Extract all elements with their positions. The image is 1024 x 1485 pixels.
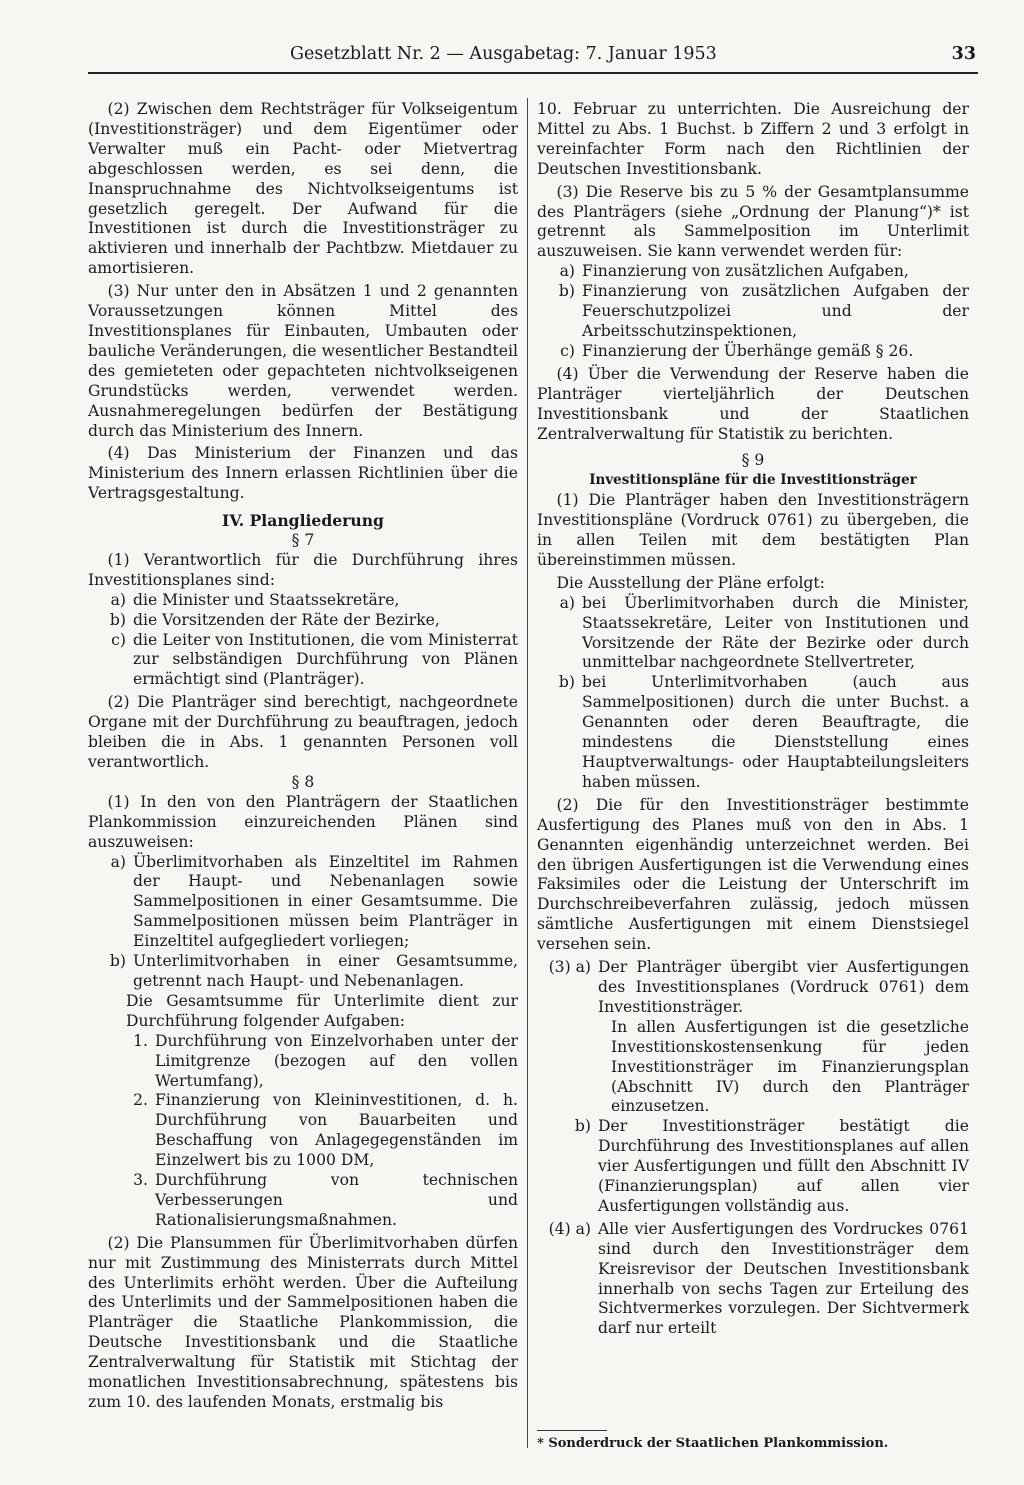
list-label: b): [109, 952, 126, 971]
list-text: die Vorsitzenden der Räte der Bezirke,: [133, 610, 440, 629]
list-item: [122, 1032, 518, 1092]
paragraph: (1) Verantwortlich für die Durchführung ihres Investitionsplanes sind:: [88, 550, 518, 589]
list-item: [537, 958, 969, 1018]
list-text: Alle vier Ausfertigungen des Vordruckes 0761 sind durch den Investitionsträger dem Kreisrevisor der Deutschen Investitionsbank innerhalb von sechs Tagen zur Erteilung des Sichtvermerkes vorzulegen. Der Sichtvermerk darf nur erteilt: [598, 1219, 969, 1338]
list-label: (3) a): [548, 958, 591, 977]
list-item: [549, 594, 969, 674]
list-item: [549, 673, 969, 792]
list-label: (4) a): [548, 1219, 591, 1238]
paragraph: (3) Die Reserve bis zu 5 % der Gesamtplansumme des Planträgers (siehe „Ordnung der Planung“)* ist getrennt als Sammelposition im Unterlimit auszuweisen. Sie kann verwendet werden für:: [537, 182, 969, 261]
page-header: [90, 44, 980, 74]
list-text: Finanzierung von zusätzlichen Aufgaben der Feuerschutzpolizei und der Arbeitsschutzinspektionen,: [582, 282, 969, 340]
header-title: Gesetzblatt Nr. 2 — Ausgabetag: 7. Januar 1953: [290, 44, 717, 64]
list-label: 2.: [133, 1091, 148, 1110]
list-item: [537, 1117, 969, 1217]
paragraph: (1) In den von den Planträgern der Staatlichen Plankommission einzureichenden Plänen sind auszuweisen:: [88, 792, 518, 851]
list-item: [122, 1171, 518, 1231]
paragraph: (2) Die für den Investitionsträger bestimmte Ausfertigung des Planes muß von den in Abs. 1 Genannten eigenhändig unterzeichnet werden. Bei den übrigen Ausfertigungen ist die Verwendung eines Faksimiles oder die Leistung der Unterschrift im Durchschreibeverfahren zulässig, jedoch müssen sämtliche Ausfertigungen mit einem Dienstsiegel versehen sein.: [537, 795, 969, 954]
right-column: [537, 100, 969, 1339]
list-label: a): [110, 852, 126, 871]
footnote-rule: [537, 1430, 607, 1431]
list-item: [100, 631, 518, 691]
paragraph: (4) Über die Verwendung der Reserve haben die Planträger vierteljährlich der Deutschen Investitionsbank und der Staatlichen Zentralverwaltung für Statistik zu berichten.: [537, 364, 969, 443]
list-label: a): [559, 262, 575, 281]
paragraph: (2) Die Planträger sind berechtigt, nachgeordnete Organe mit der Durchführung zu beauftragen, jedoch bleiben die in Abs. 1 genannten Personen voll verantwortlich.: [88, 693, 518, 771]
list-item: [100, 853, 518, 953]
paragraph: Die Gesamtsumme für Unterlimite dient zur Durchführung folgender Aufgaben:: [126, 991, 518, 1030]
list-label: 3.: [133, 1171, 148, 1190]
list-text: bei Überlimitvorhaben durch die Minister, Staatssekretäre, Leiter von Institutionen und Vorsitzende der Räte der Bezirke oder durch unmittelbar nachgeordnete Stellvertreter,: [582, 593, 969, 672]
list-label: c): [111, 630, 126, 649]
list-item: [100, 952, 518, 992]
list-label: a): [559, 593, 575, 612]
list-item: [549, 342, 969, 362]
list-text: bei Unterlimitvorhaben (auch aus Sammelpositionen) durch die unter Buchst. a Genannten oder deren Beauftragte, die mindestens die Dienststellung eines Hauptverwaltungs- oder Hauptabteilungsleiters haben müssen.: [582, 673, 969, 791]
paragraph: (4) Das Ministerium der Finanzen und das Ministerium des Innern erlassen Richtlinien über die Vertragsgestaltung.: [88, 444, 518, 503]
list-label: b): [109, 610, 126, 629]
paragraph: (3) Nur unter den in Absätzen 1 und 2 genannten Voraussetzungen können Mittel des Investitionsplanes für Einbauten, Umbauten oder bauliche Veränderungen, die wesentlicher Bestandteil des gemieteten oder gepachteten nichtvolkseigenen Grundstücks werden, verwendet werden. Ausnahmeregelungen bedürfen der Bestätigung durch das Ministerium des Innern.: [88, 282, 518, 440]
section-title: Investitionspläne für die Investitionsträger: [589, 472, 917, 489]
list-label: b): [558, 282, 575, 301]
list-text: Finanzierung von Kleininvestitionen, d. h. Durchführung von Bauarbeiten und Beschaffung von Anlagegegenständen im Einzelwert bis zu 1000 DM,: [155, 1091, 518, 1170]
list-text: Unterlimitvorhaben in einer Gesamtsumme, getrennt nach Haupt- und Nebenanlagen.: [133, 952, 518, 990]
section-heading: § 8: [291, 772, 315, 791]
list-label: b): [558, 673, 575, 692]
list-text: die Leiter von Institutionen, die vom Ministerrat zur selbständigen Durchführung von Plänen ermächtigt sind (Planträger).: [133, 630, 518, 689]
paragraph: (2) Die Plansummen für Überlimitvorhaben dürfen nur mit Zustimmung des Ministerrats durch Mittel des Unterlimits erhöht werden. Über die Aufteilung des Unterlimits und der Sammelpositionen haben die Planträger die Staatliche Plankommission, die Deutsche Investitionsbank und die Staatliche Zentralverwaltung für Statistik mit Stichtag der monatlichen Investitionsabrechnung, spätestens bis zum 10. des laufenden Monats, erstmalig bis: [88, 1233, 518, 1411]
header-rule: [88, 72, 978, 74]
list-item: [537, 1220, 969, 1339]
part-heading: IV. Plangliederung: [222, 511, 384, 531]
list-item: [122, 1091, 518, 1171]
list-label: c): [560, 341, 575, 360]
list-label: 1.: [133, 1031, 148, 1050]
list-item: [100, 591, 518, 611]
paragraph: Die Ausstellung der Pläne erfolgt:: [556, 573, 825, 592]
list-item: [100, 611, 518, 631]
list-item: [549, 282, 969, 342]
section-heading: § 7: [291, 531, 315, 550]
column-divider: [527, 98, 528, 1448]
list-text: Finanzierung der Überhänge gemäß § 26.: [582, 341, 914, 360]
list-text: Durchführung von Einzelvorhaben unter der Limitgrenze (bezogen auf den vollen Wertumfang),: [155, 1031, 518, 1090]
list-text: Der Planträger übergibt vier Ausfertigungen des Investitionsplanes (Vordruck 0761) dem Investitionsträger.: [598, 958, 969, 1016]
list-text: Finanzierung von zusätzlichen Aufgaben,: [582, 262, 909, 281]
section-heading: § 9: [741, 451, 765, 470]
list-text: Überlimitvorhaben als Einzeltitel im Rahmen der Haupt- und Nebenanlagen sowie Sammelpositionen in einer Gesamtsumme. Die Sammelpositionen müssen beim Planträger in Einzeltitel aufgegliedert vorliegen;: [133, 852, 518, 951]
paragraph: (1) Die Planträger haben den Investitionsträgern Investitionspläne (Vordruck 0761) zu übergeben, die in allen Teilen mit dem bestätigten Plan übereinstimmen müssen.: [537, 491, 969, 569]
list-label: b): [574, 1117, 591, 1136]
paragraph: (2) Zwischen dem Rechtsträger für Volkseigentum (Investitionsträger) und dem Eigentümer oder Verwalter muß ein Pacht- oder Mietvertrag abgeschlossen werden, es sei denn, die Inanspruchnahme des Nichtvolkseigentums ist gesetzlich geregelt. Der Aufwand für die Investitionen ist durch die Investitionsträger zu aktivieren und innerhalb der Pachtbzw. Mietdauer zu amortisieren.: [88, 100, 518, 278]
list-text: die Minister und Staatssekretäre,: [133, 590, 400, 609]
list-text: Durchführung von technischen Verbesserungen und Rationalisierungsmaßnahmen.: [155, 1171, 518, 1229]
page-number: 33: [951, 44, 976, 64]
left-column: [88, 100, 518, 1413]
paragraph: 10. Februar zu unterrichten. Die Ausreichung der Mittel zu Abs. 1 Buchst. b Ziffern 2 und 3 erfolgt in vereinfachter Form nach den Richtlinien der Deutschen Investitionsbank.: [537, 100, 969, 178]
list-item: [549, 262, 969, 282]
paragraph: In allen Ausfertigungen ist die gesetzliche Investitionskostensenkung für jeden Investitionsträger im Finanzierungsplan (Abschnitt IV) durch den Planträger einzusetzen.: [611, 1017, 969, 1116]
list-text: Der Investitionsträger bestätigt die Durchführung des Investitionsplanes auf allen vier Ausfertigungen und füllt den Abschnitt IV (Finanzierungsplan) auf allen vier Ausfertigungen vollständig aus.: [598, 1117, 969, 1215]
list-label: a): [110, 590, 126, 609]
footnote: * Sonderdruck der Staatlichen Plankommission.: [537, 1436, 889, 1451]
